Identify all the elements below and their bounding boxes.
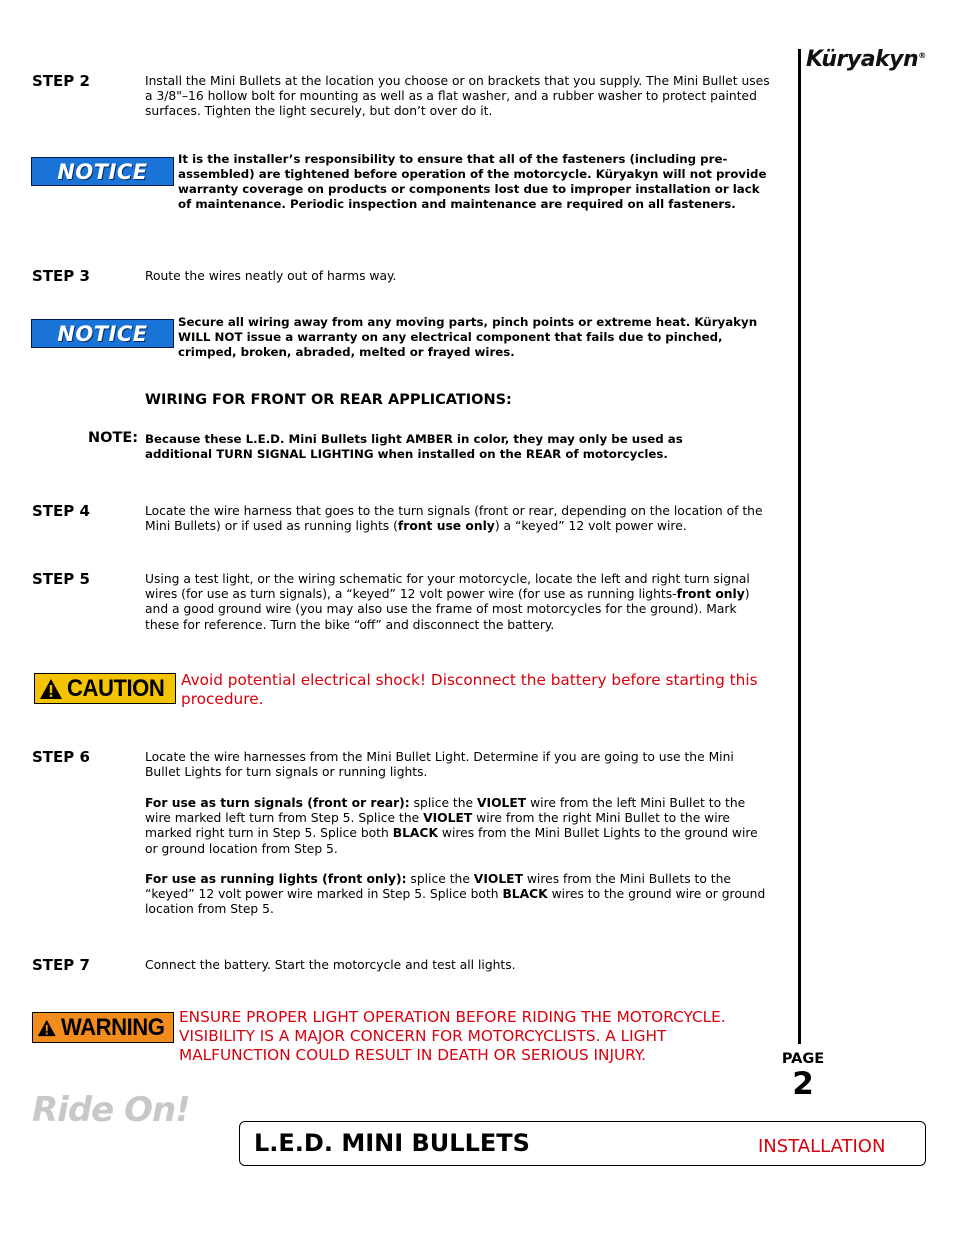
step-5-label: STEP 5 <box>32 570 90 588</box>
note-label: NOTE: <box>88 430 139 446</box>
notice-badge-label: NOTICE <box>57 159 148 184</box>
step-6-running-lights: For use as running lights (front only): splice the VIOLET wires from the Mini Bullets to the “keyed” 12 volt power wire marked in Step 5. Splice both BLACK wires to the ground wire or ground location from Step 5. <box>145 872 766 917</box>
warning-badge <box>32 1012 174 1043</box>
step-4-text: Locate the wire harness that goes to the turn signals (front or rear, depending on the location of the Mini Bullets) or if used as running lights (front use only) a “keyed” 12 volt power wire. <box>145 504 763 534</box>
step-2-label: STEP 2 <box>32 72 90 90</box>
caution-text: Avoid potential electrical shock! Disconnect the battery before starting this procedure. <box>181 671 758 708</box>
step-6-turn-signals: For use as turn signals (front or rear): splice the VIOLET wire from the left Mini Bullet to the wire marked left turn from Step 5. Splice the VIOLET wire from the right Mini Bullet to the wire marked right turn in Step 5. Splice both BLACK wires from the Mini Bullet Lights to the ground wire or ground location from Step 5. <box>145 796 758 856</box>
step-5-text: Using a test light, or the wiring schematic for your motorcycle, locate the left and right turn signal wires (for use as turn signals), a “keyed” 12 volt power wire (for use as running lights-front only) and a good ground wire (you may also use the frame of most motorcycles for the ground). Mark these for reference. Turn the bike “off” and disconnect the battery. <box>145 572 750 632</box>
step-6-intro: Locate the wire harnesses from the Mini Bullet Light. Determine if you are going to use the Mini Bullet Lights for turn signals or running lights. <box>145 750 734 780</box>
footer-title-box <box>239 1121 926 1166</box>
product-title: L.E.D. MINI BULLETS <box>254 1129 530 1157</box>
warning-triangle-icon <box>39 678 63 700</box>
warning-label: WARNING <box>60 1013 164 1041</box>
caution-badge <box>34 673 176 704</box>
notice-badge <box>31 319 174 348</box>
step-3-text: Route the wires neatly out of harms way. <box>145 269 397 283</box>
step-3-label: STEP 3 <box>32 267 90 285</box>
notice-1-text: It is the installer’s responsibility to ensure that all of the fasteners (including pre-assembled) are tightened before operation of the motorcycle. Küryakyn will not provide warranty coverage on products or components lost due to improper installation or lack of maintenance. Periodic inspection and maintenance are required on all fasteners. <box>178 152 767 211</box>
step-7-label: STEP 7 <box>32 956 90 974</box>
registered-mark: ® <box>918 51 926 60</box>
brand-logo-text: Küryakyn <box>806 47 919 72</box>
notice-badge-label: NOTICE <box>57 321 148 346</box>
page-number: 2 <box>792 1066 814 1102</box>
notice-badge <box>31 157 174 186</box>
warning-triangle-icon <box>37 1017 57 1039</box>
warning-text: ENSURE PROPER LIGHT OPERATION BEFORE RIDING THE MOTORCYCLE. VISIBILITY IS A MAJOR CONCERN FOR MOTORCYCLISTS. A LIGHT MALFUNCTION COULD RESULT IN DEATH OR SERIOUS INJURY. <box>179 1008 726 1064</box>
step-4-label: STEP 4 <box>32 502 90 520</box>
step-7-text: Connect the battery. Start the motorcycle and test all lights. <box>145 958 516 972</box>
margin-rule <box>798 49 801 1044</box>
page-label: PAGE <box>781 1051 825 1067</box>
tagline: Ride On! <box>32 1090 190 1130</box>
brand-logo <box>806 47 926 72</box>
step-6-label: STEP 6 <box>32 748 90 766</box>
section-label: INSTALLATION <box>758 1136 886 1157</box>
note-text: Because these L.E.D. Mini Bullets light AMBER in color, they may only be used as additional TURN SIGNAL LIGHTING when installed on the REAR of motorcycles. <box>145 432 683 461</box>
caution-label: CAUTION <box>67 674 165 702</box>
wiring-heading: WIRING FOR FRONT OR REAR APPLICATIONS: <box>145 392 512 408</box>
notice-2-text: Secure all wiring away from any moving parts, pinch points or extreme heat. Küryakyn WILL NOT issue a warranty on any electrical component that fails due to pinched, crimped, broken, abraded, melted or frayed wires. <box>178 315 758 359</box>
step-2-text: Install the Mini Bullets at the location you choose or on brackets that you supply. The Mini Bullet uses a 3/8"–16 hollow bolt for mounting as well as a flat washer, and a rubber washer to protect painted surfaces. Tighten the light securely, but don’t over do it. <box>145 74 770 119</box>
